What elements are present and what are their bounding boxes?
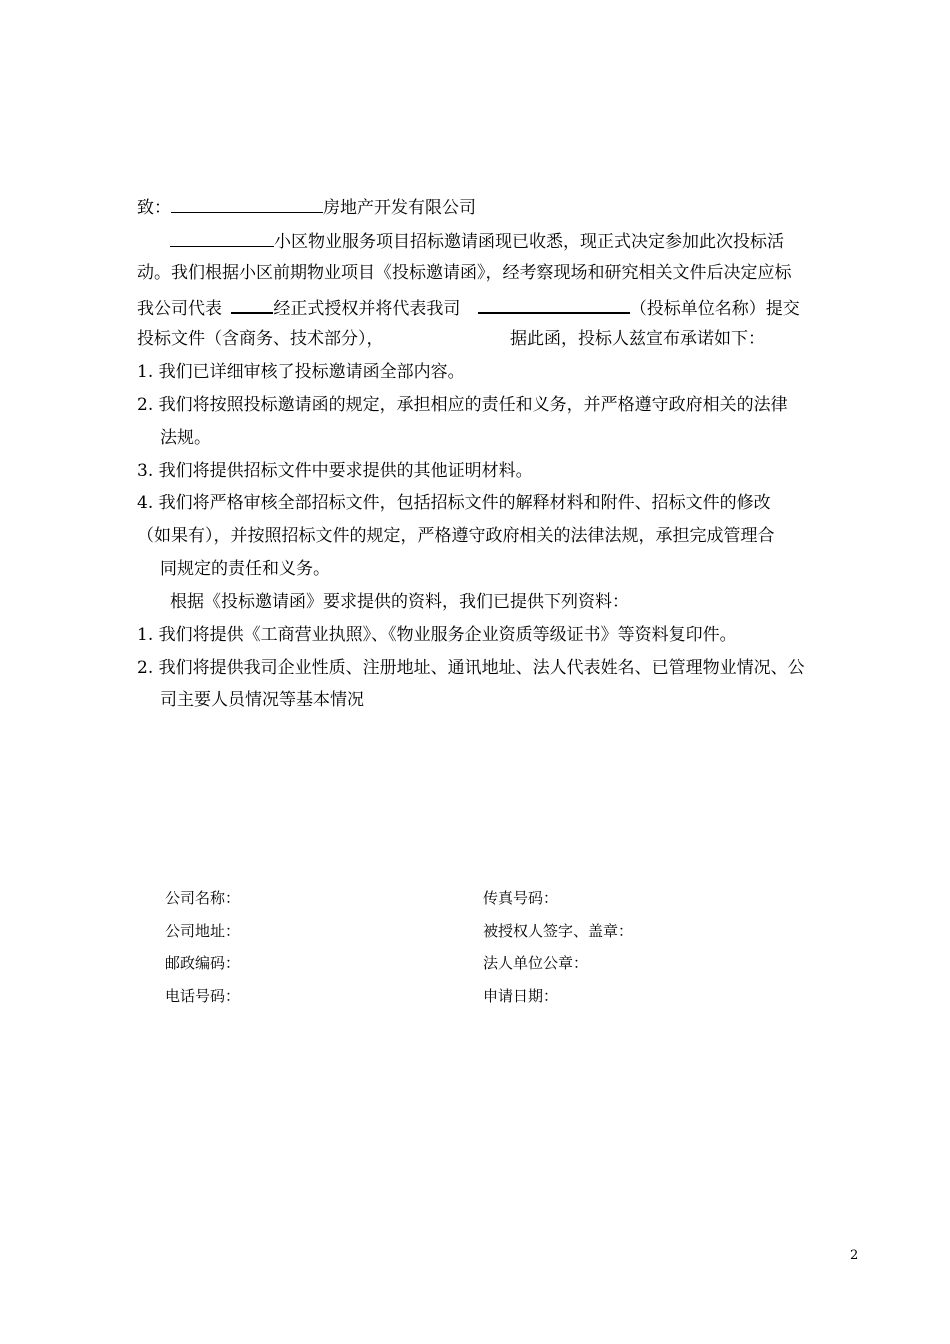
authorized-sign-label: 被授权人签字、盖章： — [483, 922, 634, 940]
commitment-4-line2: （如果有），并按照招标文件的规定，严格遵守政府相关的法律法规，承担完成管理合 — [137, 526, 775, 546]
para1-text3c: （投标单位名称）提交 — [629, 299, 800, 319]
addressee-prefix: 致： — [137, 198, 171, 218]
commitment-2-line2: 法规。 — [160, 428, 211, 448]
postal-code-label: 邮政编码： — [165, 954, 241, 972]
commitment-2-line1: 2. 我们将按照投标邀请函的规定，承担相应的责任和义务，并严格遵守政府相关的法律 — [137, 395, 788, 415]
material-item-2-line1: 2. 我们将提供我司企业性质、注册地址、通讯地址、法人代表姓名、已管理物业情况、公 — [137, 658, 805, 678]
apply-date-label: 申请日期： — [483, 987, 559, 1005]
para2: 根据《投标邀请函》要求提供的资料，我们已提供下列资料： — [170, 592, 629, 612]
bidder-name-blank[interactable] — [478, 296, 630, 314]
para1-line3 — [137, 296, 800, 319]
project-blank[interactable] — [170, 230, 274, 247]
company-address-label: 公司地址： — [165, 922, 241, 940]
fax-label: 传真号码： — [483, 889, 559, 907]
commitment-4-line3: 同规定的责任和义务。 — [160, 559, 330, 579]
para1-text1: 小区物业服务项目招标邀请函现已收悉，现正式决定参加此次投标活 — [274, 232, 784, 252]
commitment-1: 1. 我们已详细审核了投标邀请函全部内容。 — [137, 362, 465, 382]
legal-seal-label: 法人单位公章： — [483, 954, 589, 972]
material-item-2-line2: 司主要人员情况等基本情况 — [160, 690, 364, 710]
representative-blank[interactable] — [231, 296, 273, 314]
company-name-label: 公司名称： — [165, 889, 241, 907]
addressee-line — [137, 196, 476, 218]
para1-text3a: 我公司代表 — [137, 299, 222, 319]
material-item-1: 1. 我们将提供《工商营业执照》、《物业服务企业资质等级证书》等资料复印件。 — [137, 625, 737, 645]
para1-line4a: 投标文件（含商务、技术部分）， — [137, 329, 384, 349]
commitment-4-line1: 4. 我们将严格审核全部招标文件，包括招标文件的解释材料和附件、招标文件的修改 — [137, 493, 771, 513]
page-number: 2 — [850, 1248, 859, 1263]
para1-line1 — [170, 230, 784, 252]
addressee-blank[interactable] — [171, 196, 323, 213]
para1-line4b: 据此函，投标人兹宣布承诺如下： — [510, 329, 765, 349]
para1-text3b: 经正式授权并将代表我司 — [273, 299, 461, 319]
phone-label: 电话号码： — [165, 987, 241, 1005]
para1-line2: 动。我们根据小区前期物业项目《投标邀请函》，经考察现场和研究相关文件后决定应标 — [137, 263, 792, 283]
commitment-3: 3. 我们将提供招标文件中要求提供的其他证明材料。 — [137, 461, 533, 481]
addressee-suffix: 房地产开发有限公司 — [323, 198, 476, 218]
